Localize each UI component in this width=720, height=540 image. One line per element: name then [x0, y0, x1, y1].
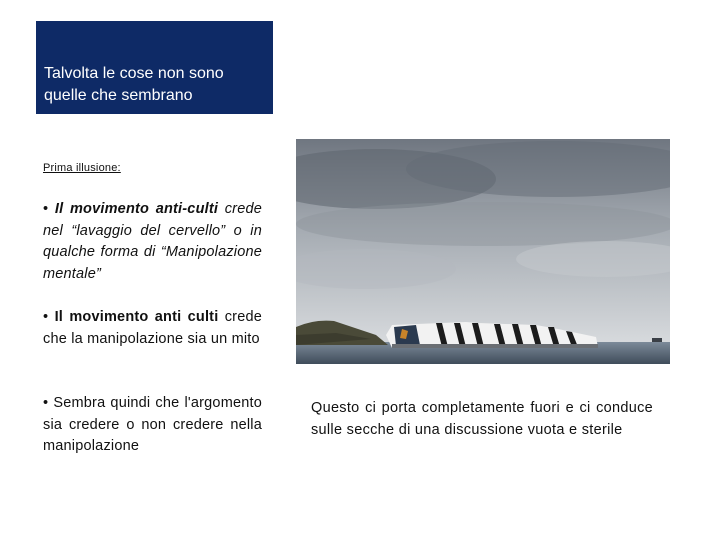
- slide-title-line-2: quelle che sembrano: [44, 87, 193, 104]
- distant-boat: [652, 338, 662, 342]
- bullet-1-text: crede nel “lavaggio del cervello” o in qualche forma di “Manipolazione mentale”: [43, 201, 262, 282]
- caption-text: Questo ci porta completamente fuori e ci conduce sulle secche di una discussione vuota e sterile: [311, 400, 653, 438]
- bullet-point-2: [43, 307, 262, 350]
- capsized-cruise-ship-photo: [296, 139, 670, 364]
- bullet-point-3: • Sembra quindi che l'argomento sia credere o non credere nella manipolazione: [43, 395, 262, 454]
- bullet-2-text: crede che la manipolazione sia un mito: [43, 309, 262, 347]
- bullet-point-1: [43, 199, 262, 285]
- bullet-marker: •: [43, 201, 55, 217]
- bullet-marker: •: [43, 309, 55, 325]
- bullet-1-emphasis: Il movimento anti-culti: [54, 201, 219, 217]
- title-box: [36, 21, 273, 114]
- subheading: Prima illusione:: [43, 162, 121, 174]
- bullet-2-emphasis: Il movimento anti culti: [54, 309, 219, 325]
- slide-title: [44, 63, 267, 107]
- slide-title-line-1: Talvolta le cose non sono: [44, 65, 224, 82]
